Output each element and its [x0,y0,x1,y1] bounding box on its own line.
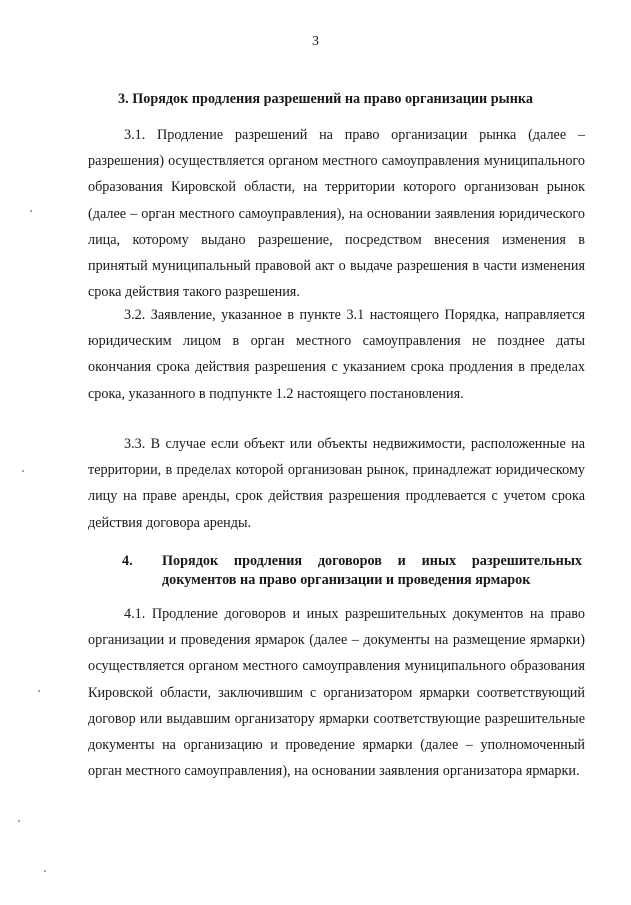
scan-speck [38,690,40,692]
scan-speck [44,870,46,872]
paragraph-4-1: 4.1. Продление договоров и иных разрешительных документов на право организации и проведения ярмарок (далее – документы на размещение ярмарки) осуществляется органом местного самоуправления муниципального образования Кировской области, заключившим с организатором ярмарки соответствующий договор или выдавшим организатору ярмарки соответствующие разрешительные документы на организацию и проведение ярмарки (далее – уполномоченный орган местного самоуправления), на основании заявления организатора ярмарки. [88,606,585,780]
page-number: 3 [312,34,319,49]
paragraph-3-1: 3.1. Продление разрешений на право организации рынка (далее – разрешения) осуществляется органом местного самоуправления муниципального образования Кировской области, на территории которого организован рынок (далее – орган местного самоуправления), на основании заявления юридического лица, которому выдано разрешение, посредством внесения изменения в принятый муниципальный правовой акт о выдаче разрешения в части изменения срока действия такого разрешения. [88,127,585,301]
paragraph-3-2: 3.2. Заявление, указанное в пункте 3.1 настоящего Порядка, направляется юридическим лицом в орган местного самоуправления не позднее даты окончания срока действия разрешения с указанием срока продления в пределах срока, указанного в подпункте 1.2 настоящего постановления. [88,307,585,402]
section-4-heading-line-2: документов на право организации и проведения ярмарок [162,572,531,588]
section-4-number: 4. [122,553,133,569]
section-3-heading: 3. Порядок продления разрешений на право организации рынка [118,91,533,107]
scan-speck [18,820,20,822]
scan-speck [22,470,24,472]
paragraph-3-3: 3.3. В случае если объект или объекты недвижимости, расположенные на территории, в пределах которой организован рынок, принадлежат юридическому лицу на праве аренды, срок действия разрешения продлевается с учетом срока действия договора аренды. [88,436,585,531]
section-4-heading-line-1: Порядок продления договоров и иных разрешительных [162,553,582,569]
scan-speck [30,210,32,212]
